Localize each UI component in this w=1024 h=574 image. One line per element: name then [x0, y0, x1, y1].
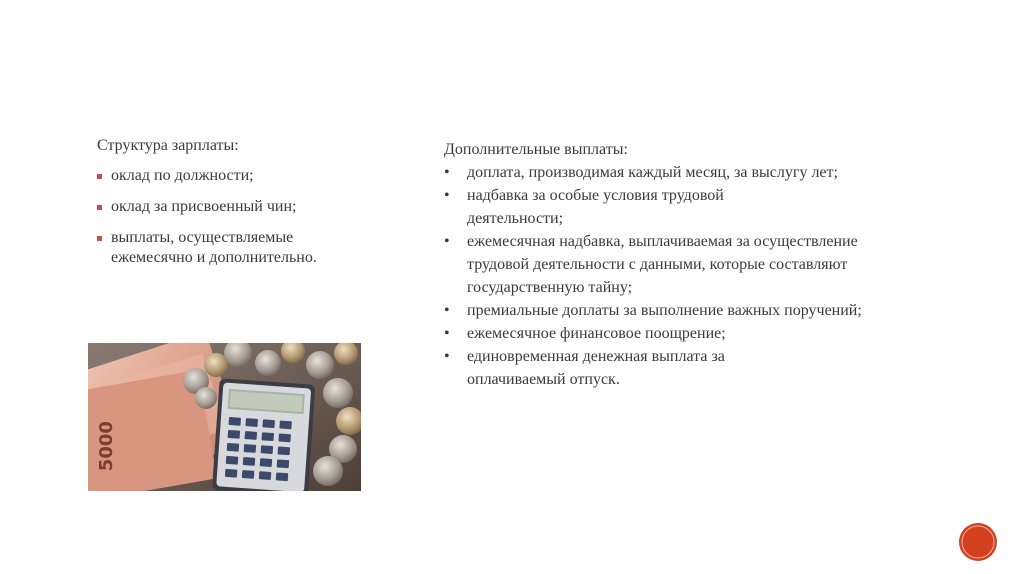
- square-bullet-icon: [97, 174, 102, 179]
- additional-payments-title: Дополнительные выплаты:: [444, 141, 628, 158]
- banknote-label: 5000: [95, 421, 117, 472]
- list-item: [97, 197, 357, 217]
- bullet-icon: •: [444, 233, 450, 250]
- list-item-text: доплата, производимая каждый месяц, за выслугу лет;: [467, 164, 838, 181]
- bullet-icon: •: [444, 302, 450, 319]
- list-item: [444, 230, 892, 299]
- square-bullet-icon: [97, 205, 102, 210]
- list-item-text: премиальные доплаты за выполнение важных поручений;: [467, 302, 862, 319]
- list-item: [444, 299, 877, 322]
- list-item: [444, 161, 862, 184]
- list-item: [97, 166, 357, 186]
- bullet-icon: •: [444, 325, 450, 342]
- list-item: [444, 345, 787, 391]
- square-bullet-icon: [97, 236, 102, 241]
- salary-structure-list: [97, 166, 357, 268]
- list-item-text: ежемесячная надбавка, выплачиваемая за осуществление трудовой деятельности с данными, которые составляют государственную тайну;: [467, 233, 858, 296]
- list-item: [444, 322, 887, 345]
- salary-structure-title: Структура зарплаты:: [97, 137, 239, 154]
- list-item: [97, 228, 336, 268]
- list-item-text: оклад за присвоенный чин;: [111, 198, 297, 215]
- bullet-icon: •: [444, 348, 450, 365]
- right-column: [444, 139, 904, 391]
- bullet-icon: •: [444, 187, 450, 204]
- list-item-text: оклад по должности;: [111, 167, 254, 184]
- list-item-text: выплаты, осуществляемые ежемесячно и дополнительно.: [111, 229, 317, 266]
- list-item-text: ежемесячное финансовое поощрение;: [467, 325, 726, 342]
- left-column: [97, 136, 357, 279]
- circle-logo-icon: [958, 522, 998, 562]
- list-item-text: надбавка за особые условия трудовой деятельности;: [467, 187, 724, 227]
- list-item: [444, 184, 797, 230]
- additional-payments-list: [444, 161, 904, 391]
- list-item-text: единовременная денежная выплата за оплачиваемый отпуск.: [467, 348, 725, 388]
- bullet-icon: •: [444, 164, 450, 181]
- money-calculator-photo: [88, 343, 361, 491]
- slide-nav-button[interactable]: [958, 522, 998, 562]
